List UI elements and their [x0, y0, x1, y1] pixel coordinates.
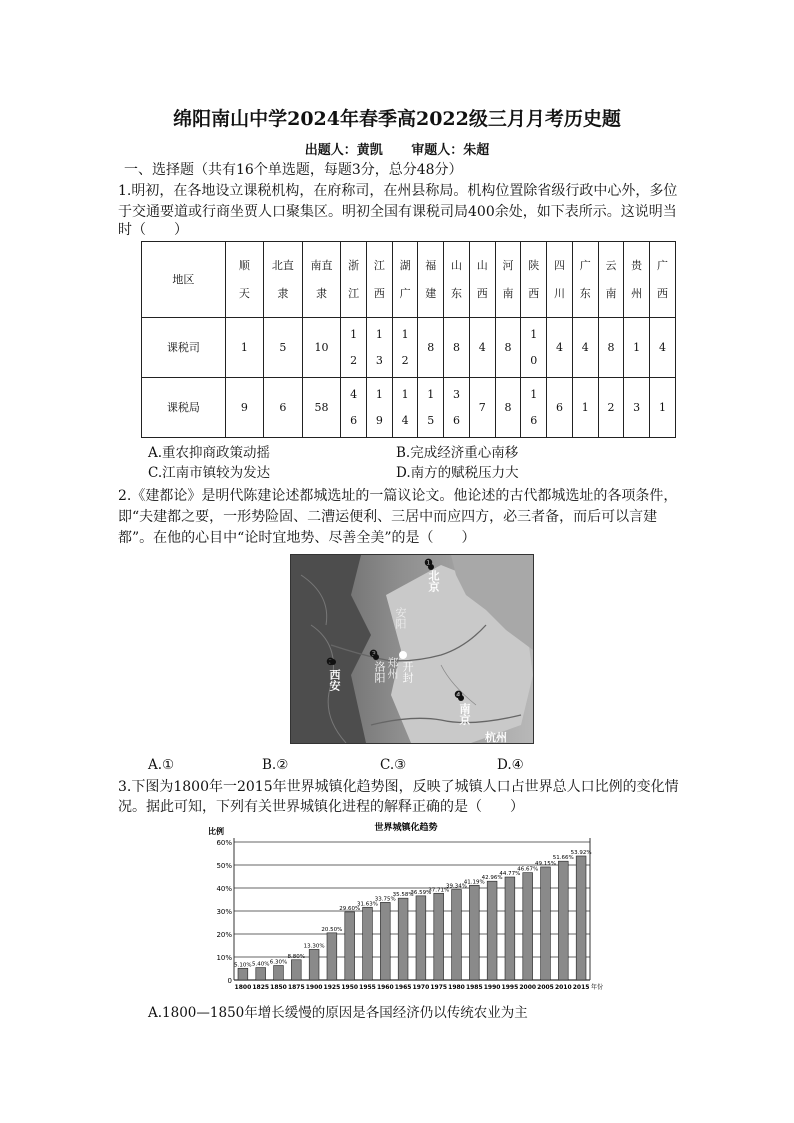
cell-digit: 6: [453, 413, 461, 427]
region-name-part: 隶: [277, 286, 289, 300]
table-cell: [366, 318, 392, 378]
table-cell: [366, 378, 392, 438]
table-row: [142, 318, 676, 378]
region-header: [572, 242, 598, 318]
table-cell: [225, 318, 264, 378]
q1-option-c[interactable]: C.江南市镇较为发达: [148, 465, 271, 481]
cell-digit: 1: [581, 400, 589, 414]
q1-line: 1.明初，在各地设立课税机构，在府称司，在州县称局。机构位置除省级行政中心外，多位: [118, 183, 678, 199]
q2-line: 2.《建都论》是明代陈建论述都城选址的一篇议论文。他论述的古代都城选址的各项条件，: [118, 488, 678, 504]
table-cell: [444, 378, 470, 438]
cell-digit: 1: [633, 340, 641, 354]
region-name-part: 东: [451, 286, 463, 300]
bar-data-label: 53.92%: [570, 849, 592, 856]
table-cell: [302, 318, 341, 378]
cell-digit: 6: [530, 413, 538, 427]
cell-digit: 1: [530, 387, 538, 401]
marker-1: ❶: [424, 558, 433, 569]
y-tick-label: 50%: [216, 862, 232, 870]
x-tick-label: 1925: [323, 984, 341, 991]
cell-digit: 3: [453, 387, 461, 401]
bar: [487, 881, 497, 980]
cell-digit: 8: [427, 340, 435, 354]
region-header: [264, 242, 303, 318]
region-name-part: 广: [579, 258, 591, 272]
bar: [434, 893, 444, 980]
bar-data-label: 6.30%: [269, 959, 288, 966]
bar-data-label: 35.58%: [392, 892, 414, 899]
label-zhengzhou: 郑州: [386, 657, 399, 679]
table-cell: [521, 318, 547, 378]
marker-2: ❷: [326, 657, 335, 668]
q2-option-a[interactable]: A.①: [148, 757, 175, 773]
region-name-part: 广: [399, 286, 411, 300]
table-cell: [495, 318, 521, 378]
table-cell: [392, 378, 418, 438]
cell-digit: 5: [427, 413, 435, 427]
q3-line: 况。据此可知，下列有关世界城镇化进程的解释正确的是（ ）: [118, 799, 524, 815]
cell-digit: 8: [453, 340, 461, 354]
chart-title: 世界城镇化趋势: [374, 823, 438, 833]
bar: [523, 873, 533, 980]
marker-4: ❹: [454, 690, 463, 701]
x-tick-label: 1965: [394, 984, 412, 991]
bar: [345, 912, 355, 980]
table-cell: [264, 378, 303, 438]
cell-digit: 0: [530, 353, 538, 367]
table-cell: [572, 318, 598, 378]
bar-data-label: 31.63%: [357, 901, 378, 908]
row-label: 课税局: [142, 378, 226, 438]
q2-line: 都”。在他的心目中“论时宜地势、尽善全美”的是（ ）: [118, 530, 476, 546]
table-cell: [302, 378, 341, 438]
q2-option-b[interactable]: B.②: [262, 757, 289, 773]
cell-digit: 58: [314, 400, 329, 414]
region-name-part: 西: [657, 286, 669, 300]
region-name-part: 东: [579, 286, 591, 300]
cell-digit: 4: [659, 340, 667, 354]
cell-digit: 1: [401, 387, 409, 401]
cell-digit: 1: [427, 387, 435, 401]
bar: [541, 867, 551, 980]
table-cell: [469, 318, 495, 378]
region-name-part: 江: [348, 286, 360, 300]
x-tick-label: 2015: [572, 984, 590, 991]
cell-digit: 8: [504, 400, 512, 414]
region-name-part: 天: [238, 286, 250, 300]
cell-digit: 9: [375, 413, 383, 427]
cell-digit: 7: [478, 400, 486, 414]
cell-digit: 5: [279, 340, 287, 354]
cell-digit: 2: [401, 353, 409, 367]
bar: [469, 885, 479, 980]
x-tick-label: 1800: [234, 984, 252, 991]
region-name-part: 四: [553, 258, 565, 272]
cell-digit: 4: [555, 340, 563, 354]
table-cell: [547, 318, 573, 378]
bar: [505, 877, 515, 980]
bar: [274, 966, 284, 980]
bar: [558, 861, 568, 980]
region-name-part: 福: [425, 258, 437, 272]
page-title: 绵阳南山中学2024年春季高2022级三月月考历史题: [173, 108, 621, 130]
region-name-part: 江: [373, 258, 385, 272]
region-header: [225, 242, 264, 318]
label-hangzhou: 杭州: [485, 731, 507, 744]
region-name-part: 云: [605, 258, 617, 272]
cell-digit: 1: [659, 400, 667, 414]
cell-digit: 8: [607, 340, 615, 354]
table-cell: [521, 378, 547, 438]
x-tick-label: 1990: [483, 984, 501, 991]
bar-data-label: 44.77%: [499, 871, 521, 878]
table-cell: [341, 378, 367, 438]
table-cell: [598, 318, 624, 378]
bar: [309, 949, 319, 980]
table-cell: [341, 318, 367, 378]
x-tick-label: 1955: [359, 984, 376, 991]
kaifeng-marker: [399, 651, 407, 659]
x-tick-label: 1825: [252, 984, 270, 991]
region-name-part: 河: [502, 258, 514, 272]
region-header: [341, 242, 367, 318]
row-label: 课税司: [142, 318, 226, 378]
cell-digit: 6: [279, 400, 287, 414]
marker-3: ❸: [369, 649, 378, 660]
label-nanjing: 南京: [458, 703, 471, 725]
region-name-part: 州: [631, 286, 643, 300]
region-header: [547, 242, 573, 318]
urbanization-chart: [206, 820, 606, 998]
region-header: [444, 242, 470, 318]
bar-data-label: 13.30%: [303, 943, 325, 950]
table-cell: [444, 318, 470, 378]
y-tick-label: 40%: [216, 885, 232, 893]
label-beijing: 北京: [427, 570, 440, 592]
cell-digit: 9: [240, 400, 248, 414]
region-name-part: 川: [553, 286, 565, 300]
region-name-part: 顺: [238, 258, 250, 272]
table-cell: [418, 318, 444, 378]
region-name-part: 隶: [315, 286, 327, 300]
x-tick-label: 1980: [448, 984, 465, 991]
x-tick-label: 1850: [270, 984, 287, 991]
table-cell: [418, 378, 444, 438]
table-cell: [650, 378, 676, 438]
y-axis-label: 比例: [208, 827, 224, 836]
region-name-part: 建: [425, 286, 437, 300]
region-header: [302, 242, 341, 318]
q1-line: 于交通要道或行商坐贾人口聚集区。明初全国有课税司局400余处，如下表所示。这说明当: [118, 204, 677, 220]
region-name-part: 西: [373, 286, 385, 300]
region-header: [366, 242, 392, 318]
q2-option-d[interactable]: D.④: [497, 757, 524, 773]
urbanization-chart-svg: [206, 820, 606, 998]
region-name-part: 山: [476, 258, 488, 272]
label-luoyang: 洛阳: [373, 661, 386, 683]
x-tick-label: 2010: [554, 984, 572, 991]
region-header: [598, 242, 624, 318]
q1-line: 时（ ）: [118, 222, 188, 238]
table-header-label: 地区: [142, 242, 226, 318]
setter: 出题人：黄凯: [304, 143, 383, 158]
cell-digit: 1: [240, 340, 248, 354]
bar: [416, 896, 426, 980]
bar-data-label: 33.75%: [374, 896, 396, 903]
bar: [238, 968, 248, 980]
bar-data-label: 39.34%: [446, 883, 467, 890]
cell-digit: 3: [375, 353, 383, 367]
x-tick-label: 1900: [305, 984, 323, 991]
y-tick-label: 0: [227, 977, 232, 985]
table-cell: [469, 378, 495, 438]
bar: [363, 907, 373, 980]
region-header: [624, 242, 650, 318]
cell-digit: 4: [478, 340, 486, 354]
label-anyang: 安阳: [394, 607, 407, 629]
bar-data-label: 5.10%: [234, 962, 252, 969]
bar-data-label: 8.80%: [287, 953, 306, 960]
q3-line: 3.下图为1800年一2015年世界城镇化趋势图，反映了城镇人口占世界总人口比例的变化情: [118, 779, 679, 795]
q2-option-c[interactable]: C.③: [380, 757, 407, 773]
x-tick-label: 1875: [287, 984, 305, 991]
bar: [398, 898, 408, 980]
cell-digit: 2: [350, 353, 358, 367]
bar-data-label: 5.40%: [251, 961, 270, 968]
q2-line: 即“夫建都之要，一形势险固、二漕运便利、三居中而应四方，必三者备，而后可以言建: [118, 509, 658, 525]
bar: [576, 856, 586, 980]
bar: [327, 933, 337, 980]
cell-digit: 10: [314, 340, 329, 354]
bar-data-label: 51.66%: [552, 855, 574, 862]
cell-digit: 6: [350, 413, 358, 427]
cell-digit: 6: [555, 400, 563, 414]
region-header: [521, 242, 547, 318]
y-tick-label: 10%: [216, 954, 232, 962]
x-tick-label: 1995: [501, 984, 519, 991]
cell-digit: 4: [581, 340, 589, 354]
cell-digit: 1: [401, 327, 409, 341]
bar: [256, 968, 266, 980]
y-tick-label: 20%: [216, 931, 232, 939]
x-tick-label: 1950: [341, 984, 359, 991]
table-cell: [624, 318, 650, 378]
table-cell: [392, 318, 418, 378]
q1-option-b[interactable]: B.完成经济重心南移: [396, 445, 519, 461]
x-tick-label: 1970: [412, 984, 430, 991]
table-cell: [572, 378, 598, 438]
region-name-part: 湖: [399, 258, 411, 272]
region-name-part: 贵: [631, 258, 643, 272]
region-name-part: 南直: [310, 258, 333, 272]
bar-data-label: 37.71%: [428, 887, 450, 894]
q1-option-a[interactable]: A.重农抑商政策动摇: [148, 445, 271, 461]
cell-digit: 2: [607, 400, 615, 414]
bar-data-label: 42.96%: [481, 875, 503, 882]
q3-option-a[interactable]: A.1800—1850年增长缓慢的原因是各国经济仍以传统农业为主: [148, 1005, 528, 1021]
label-kaifeng: 开封: [401, 661, 414, 683]
tax-office-table: [141, 241, 676, 438]
region-name-part: 北直: [271, 258, 294, 272]
x-tick-label: 2000: [519, 984, 537, 991]
bar-data-label: 29.60%: [339, 905, 361, 912]
region-name-part: 西: [476, 286, 488, 300]
table-cell: [495, 378, 521, 438]
label-xian: 西安: [328, 669, 341, 691]
bar: [291, 960, 301, 980]
cell-digit: 1: [375, 387, 383, 401]
x-tick-label: 1985: [465, 984, 483, 991]
region-name-part: 浙: [348, 258, 360, 272]
table-cell: [598, 378, 624, 438]
capital-cities-map: [290, 554, 534, 744]
x-axis-label: 年份: [591, 984, 604, 991]
reviewer: 审题人：朱超: [411, 143, 490, 158]
table-header-row: [142, 242, 676, 318]
table-cell: [650, 318, 676, 378]
table-cell: [225, 378, 264, 438]
table-row: [142, 378, 676, 438]
cell-digit: 1: [530, 327, 538, 341]
bar: [452, 890, 462, 980]
bar-data-label: 41.19%: [463, 879, 485, 886]
region-header: [418, 242, 444, 318]
bar-data-label: 49.15%: [535, 860, 556, 867]
x-tick-label: 2005: [537, 984, 554, 991]
cell-digit: 3: [633, 400, 641, 414]
terrain-map-graphic: [291, 555, 533, 743]
region-name-part: 西: [528, 286, 540, 300]
cell-digit: 8: [504, 340, 512, 354]
table-cell: [547, 378, 573, 438]
authors: [0, 139, 794, 158]
cell-digit: 1: [350, 327, 358, 341]
y-tick-label: 60%: [216, 839, 232, 847]
y-tick-label: 30%: [216, 908, 232, 916]
cell-digit: 4: [401, 413, 409, 427]
region-name-part: 山: [451, 258, 463, 272]
region-name-part: 陕: [528, 258, 540, 272]
table-cell: [264, 318, 303, 378]
region-name-part: 南: [502, 286, 514, 300]
section-heading: 一、选择题（共有16个单选题，每题3分，总分48分）: [124, 162, 463, 178]
bar: [380, 902, 390, 980]
bar-data-label: 36.59%: [410, 889, 432, 896]
region-name-part: 南: [605, 286, 617, 300]
cell-digit: 1: [375, 327, 383, 341]
cell-digit: 4: [350, 387, 358, 401]
region-header: [495, 242, 521, 318]
x-tick-label: 1975: [430, 984, 448, 991]
region-name-part: 广: [657, 258, 669, 272]
region-header: [650, 242, 676, 318]
region-header: [392, 242, 418, 318]
table-cell: [624, 378, 650, 438]
bar-data-label: 20.50%: [321, 926, 343, 933]
q1-option-d[interactable]: D.南方的赋税压力大: [396, 465, 519, 481]
x-tick-label: 1960: [376, 984, 394, 991]
region-header: [469, 242, 495, 318]
bar-data-label: 46.67%: [517, 866, 539, 873]
